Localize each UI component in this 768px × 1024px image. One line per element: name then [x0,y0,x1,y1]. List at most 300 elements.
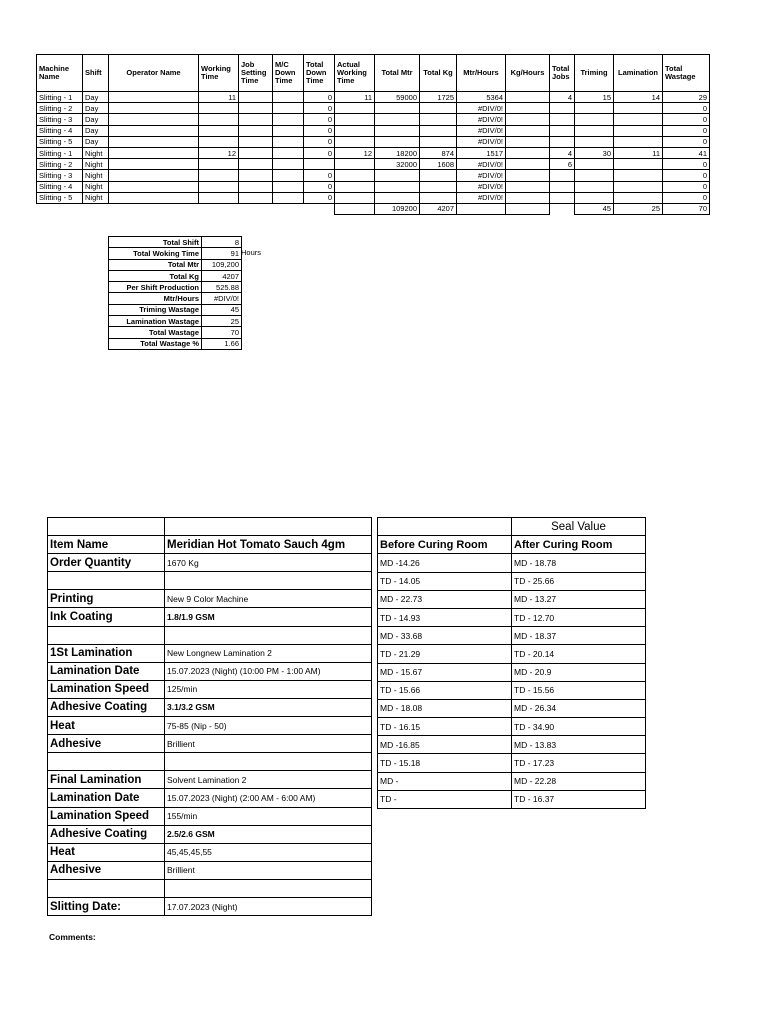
seal-row [378,754,646,772]
seal-after-value: TD - 34.90 [512,718,646,736]
production-cell [304,159,335,170]
production-cell [420,114,457,125]
production-cell: 11 [614,147,663,158]
production-cell: Slitting - 1 [37,147,83,158]
production-cell [335,136,375,147]
item-row [48,662,372,680]
production-cell: 11 [199,92,239,103]
item-row [48,789,372,807]
production-totals-row [37,203,710,214]
header-total-jobs: Total Jobs [550,55,575,92]
header-total-down-time: Total Down Time [304,55,335,92]
item-key: Printing [48,590,165,608]
item-key: Heat [48,717,165,735]
seal-row [378,663,646,681]
summary-value: 45 [202,304,242,315]
production-cell [335,192,375,203]
summary-value: 8 [202,237,242,248]
production-cell: 0 [663,170,710,181]
production-cell [575,170,614,181]
production-cell: 0 [304,170,335,181]
production-cell [550,114,575,125]
item-key: Adhesive [48,861,165,879]
production-cell [239,181,273,192]
production-cell [273,103,304,114]
production-cell [506,170,550,181]
production-row [37,125,710,136]
production-cell: #DIV/0! [457,103,506,114]
seal-after-value: MD - 13.83 [512,736,646,754]
header-mtr-hours: Mtr/Hours [457,55,506,92]
seal-before-value: TD - 21.29 [378,645,512,663]
item-key: Ink Coating [48,608,165,626]
production-cell [375,136,420,147]
item-value: 125/min [165,680,372,698]
production-cell: 0 [663,181,710,192]
production-cell: 0 [663,125,710,136]
item-row [48,644,372,662]
production-row [37,103,710,114]
production-cell [506,147,550,158]
production-cell [550,125,575,136]
item-row [48,825,372,843]
production-cell [614,192,663,203]
summary-value: 25 [202,316,242,327]
summary-row [109,293,242,304]
summary-row [109,327,242,338]
item-value [165,626,372,644]
production-cell [614,181,663,192]
production-cell: 1517 [457,147,506,158]
production-cell: 12 [199,147,239,158]
summary-value: 91 [202,248,242,259]
header-triming: Triming [575,55,614,92]
production-cell [375,181,420,192]
production-cell [506,159,550,170]
header-shift: Shift [83,55,109,92]
seal-before-value: TD - 14.93 [378,608,512,626]
production-cell: #DIV/0! [457,181,506,192]
seal-before-value: TD - [378,790,512,808]
item-value: Brillient [165,735,372,753]
production-cell [550,181,575,192]
production-row [37,114,710,125]
summary-value: 70 [202,327,242,338]
production-cell [109,136,199,147]
summary-label: Mtr/Hours [109,293,202,304]
item-value: Solvent Lamination 2 [165,771,372,789]
production-cell [273,192,304,203]
seal-after-value: TD - 17.23 [512,754,646,772]
production-row [37,192,710,203]
seal-row [378,772,646,790]
item-row [48,843,372,861]
production-total-cell: 109200 [375,203,420,214]
header-job-setting-time: Job Setting Time [239,55,273,92]
summary-row [109,248,242,259]
summary-label: Total Wastage [109,327,202,338]
production-cell: 11 [335,92,375,103]
production-row [37,159,710,170]
production-cell [273,147,304,158]
item-value: 15.07.2023 (Night) (2:00 AM - 6:00 AM) [165,789,372,807]
production-total-cell [457,203,506,214]
production-cell: #DIV/0! [457,125,506,136]
header-kg-hours: Kg/Hours [506,55,550,92]
seal-after-value: MD - 20.9 [512,663,646,681]
production-header-row [37,55,710,92]
production-cell: 12 [335,147,375,158]
hours-suffix: Hours [241,248,262,257]
production-total-cell [239,203,273,214]
item-value: 75-85 (Nip - 50) [165,717,372,735]
production-cell: Night [83,181,109,192]
header-total-wastage: Total Wastage [663,55,710,92]
production-total-cell [199,203,239,214]
item-details-table [47,517,372,916]
summary-label: Triming Wastage [109,304,202,315]
production-cell: Slitting - 4 [37,125,83,136]
seal-before-value: MD - 18.08 [378,699,512,717]
production-cell: Slitting - 2 [37,103,83,114]
item-row [48,753,372,771]
item-key: Lamination Date [48,662,165,680]
production-cell [335,125,375,136]
production-cell: Night [83,147,109,158]
item-key: Adhesive [48,735,165,753]
summary-row [109,304,242,315]
header-working-time: Working Time [199,55,239,92]
production-cell: 32000 [375,159,420,170]
item-row [48,771,372,789]
item-row [48,717,372,735]
production-total-cell [83,203,109,214]
production-cell: 874 [420,147,457,158]
production-cell [335,159,375,170]
production-cell [109,92,199,103]
production-cell: 0 [304,192,335,203]
seal-before-header: Before Curing Room [378,536,512,554]
summary-value: 525.88 [202,282,242,293]
seal-after-value: TD - 20.14 [512,645,646,663]
production-cell [506,181,550,192]
production-cell: 5364 [457,92,506,103]
seal-row [378,699,646,717]
production-cell [420,192,457,203]
item-value: 17.07.2023 (Night) [165,897,372,915]
production-cell: Day [83,92,109,103]
production-cell [575,114,614,125]
production-cell [614,136,663,147]
seal-after-header: After Curing Room [512,536,646,554]
production-cell [335,181,375,192]
item-key: Item Name [48,536,165,554]
item-key: Slitting Date: [48,897,165,915]
seal-after-value: MD - 18.78 [512,554,646,572]
item-value: 3.1/3.2 GSM [165,698,372,716]
production-cell [375,125,420,136]
production-cell: Slitting - 4 [37,181,83,192]
production-cell: Night [83,159,109,170]
production-cell [109,114,199,125]
production-cell [550,136,575,147]
item-key: Final Lamination [48,771,165,789]
production-cell [335,114,375,125]
production-cell: #DIV/0! [457,170,506,181]
production-cell: Day [83,136,109,147]
production-cell [199,159,239,170]
seal-row [378,645,646,663]
seal-before-value: MD - 33.68 [378,627,512,645]
item-value: 15.07.2023 (Night) (10:00 PM - 1:00 AM) [165,662,372,680]
item-value: New 9 Color Machine [165,590,372,608]
item-row [48,698,372,716]
production-cell [506,125,550,136]
seal-before-value: MD -14.26 [378,554,512,572]
production-cell [239,92,273,103]
summary-table [108,236,242,350]
seal-row [378,718,646,736]
seal-after-value: MD - 13.27 [512,590,646,608]
seal-row [378,608,646,626]
seal-row [378,736,646,754]
production-cell [239,192,273,203]
production-cell [375,114,420,125]
summary-row [109,316,242,327]
header-lamination: Lamination [614,55,663,92]
item-value [165,572,372,590]
item-value: 1670 Kg [165,554,372,572]
seal-row [378,572,646,590]
production-cell: 18200 [375,147,420,158]
production-cell [575,192,614,203]
item-row [48,590,372,608]
summary-value: 109,200 [202,259,242,270]
item-value [165,879,372,897]
seal-row [378,590,646,608]
production-cell: 0 [663,136,710,147]
production-cell [109,125,199,136]
production-cell [375,103,420,114]
production-table [36,54,710,215]
seal-before-value: MD - 15.67 [378,663,512,681]
production-row [37,147,710,158]
production-cell [273,159,304,170]
production-cell: 6 [550,159,575,170]
header-total-mtr: Total Mtr [375,55,420,92]
production-cell [420,170,457,181]
production-cell [335,103,375,114]
item-value: 45,45,45,55 [165,843,372,861]
production-total-cell [37,203,83,214]
production-cell [420,136,457,147]
header-actual-working-time: Actual Working Time [335,55,375,92]
item-key: Order Quantity [48,554,165,572]
summary-row [109,338,242,349]
production-cell [614,114,663,125]
production-total-cell [273,203,304,214]
production-cell [199,103,239,114]
seal-before-value: MD - 22.73 [378,590,512,608]
production-cell: 0 [663,159,710,170]
summary-value: #DIV/0! [202,293,242,304]
item-value [165,518,372,536]
production-cell [614,159,663,170]
item-row [48,680,372,698]
item-value: Meridian Hot Tomato Sauch 4gm [165,536,372,554]
production-cell: Slitting - 3 [37,114,83,125]
seal-before-value: TD - 15.66 [378,681,512,699]
production-cell [575,159,614,170]
item-value: Brillient [165,861,372,879]
production-cell [199,136,239,147]
item-value: 2.5/2.6 GSM [165,825,372,843]
item-key: Lamination Speed [48,807,165,825]
production-cell: #DIV/0! [457,114,506,125]
summary-label: Lamination Wastage [109,316,202,327]
summary-row [109,237,242,248]
production-cell [420,103,457,114]
item-value: New Longnew Lamination 2 [165,644,372,662]
seal-after-value: MD - 22.28 [512,772,646,790]
summary-label: Total Woking Time [109,248,202,259]
production-cell [550,170,575,181]
production-cell [199,170,239,181]
production-cell [199,192,239,203]
production-cell [239,136,273,147]
production-cell [109,192,199,203]
production-cell: 0 [304,181,335,192]
production-cell [614,103,663,114]
production-cell [199,125,239,136]
item-key: Heat [48,843,165,861]
production-total-cell [109,203,199,214]
item-row [48,626,372,644]
production-cell: Night [83,192,109,203]
item-row [48,861,372,879]
production-total-cell [550,203,575,214]
summary-label: Per Shift Production [109,282,202,293]
production-cell [506,136,550,147]
production-cell: 30 [575,147,614,158]
production-cell [239,125,273,136]
production-cell [575,136,614,147]
summary-label: Total Shift [109,237,202,248]
production-cell: 15 [575,92,614,103]
item-value [165,753,372,771]
production-cell: 0 [304,92,335,103]
production-total-cell: 70 [663,203,710,214]
item-row [48,518,372,536]
production-cell: Slitting - 3 [37,170,83,181]
production-cell [109,159,199,170]
production-cell: Slitting - 5 [37,136,83,147]
production-cell [109,170,199,181]
production-cell [273,114,304,125]
production-cell [420,181,457,192]
production-cell: #DIV/0! [457,192,506,203]
production-cell: 14 [614,92,663,103]
item-row [48,608,372,626]
production-cell [239,147,273,158]
summary-label: Total Mtr [109,259,202,270]
production-cell: 0 [304,125,335,136]
seal-before-value: TD - 14.05 [378,572,512,590]
production-cell: Day [83,114,109,125]
production-row [37,181,710,192]
production-cell: 0 [304,114,335,125]
production-cell [506,103,550,114]
summary-row [109,259,242,270]
summary-label: Total Wastage % [109,338,202,349]
header-operator-name: Operator Name [109,55,199,92]
item-key [48,753,165,771]
production-cell: 0 [663,103,710,114]
production-cell: Day [83,103,109,114]
production-cell: 59000 [375,92,420,103]
production-cell: Night [83,170,109,181]
production-cell [109,103,199,114]
summary-label: Total Kg [109,270,202,281]
production-cell: Slitting - 1 [37,92,83,103]
item-key [48,879,165,897]
seal-after-value: TD - 16.37 [512,790,646,808]
production-cell [239,159,273,170]
production-cell [199,114,239,125]
production-row [37,136,710,147]
production-cell [273,125,304,136]
item-row [48,554,372,572]
header-total-kg: Total Kg [420,55,457,92]
production-cell [199,181,239,192]
summary-row [109,282,242,293]
production-row [37,92,710,103]
production-cell: 4 [550,147,575,158]
item-row [48,572,372,590]
production-cell [273,136,304,147]
seal-row [378,681,646,699]
comments-label: Comments: [49,932,96,942]
production-cell [575,181,614,192]
item-key: 1St Lamination [48,644,165,662]
production-cell [239,114,273,125]
seal-blank-cell [378,518,512,536]
item-row [48,897,372,915]
item-key: Adhesive Coating [48,825,165,843]
production-total-cell: 25 [614,203,663,214]
production-cell [614,170,663,181]
production-cell [109,147,199,158]
item-row [48,879,372,897]
item-value: 155/min [165,807,372,825]
item-row [48,536,372,554]
header-mc-down-time: M/C Down Time [273,55,304,92]
production-cell: 0 [304,147,335,158]
item-key: Lamination Speed [48,680,165,698]
seal-title: Seal Value [512,518,646,536]
production-cell [273,92,304,103]
production-cell [375,192,420,203]
seal-after-value: TD - 15.56 [512,681,646,699]
production-cell [273,181,304,192]
seal-after-value: MD - 26.34 [512,699,646,717]
item-key [48,572,165,590]
seal-before-value: TD - 16.15 [378,718,512,736]
seal-before-value: TD - 15.18 [378,754,512,772]
summary-value: 1.66 [202,338,242,349]
production-total-cell [304,203,335,214]
production-cell: 0 [663,114,710,125]
